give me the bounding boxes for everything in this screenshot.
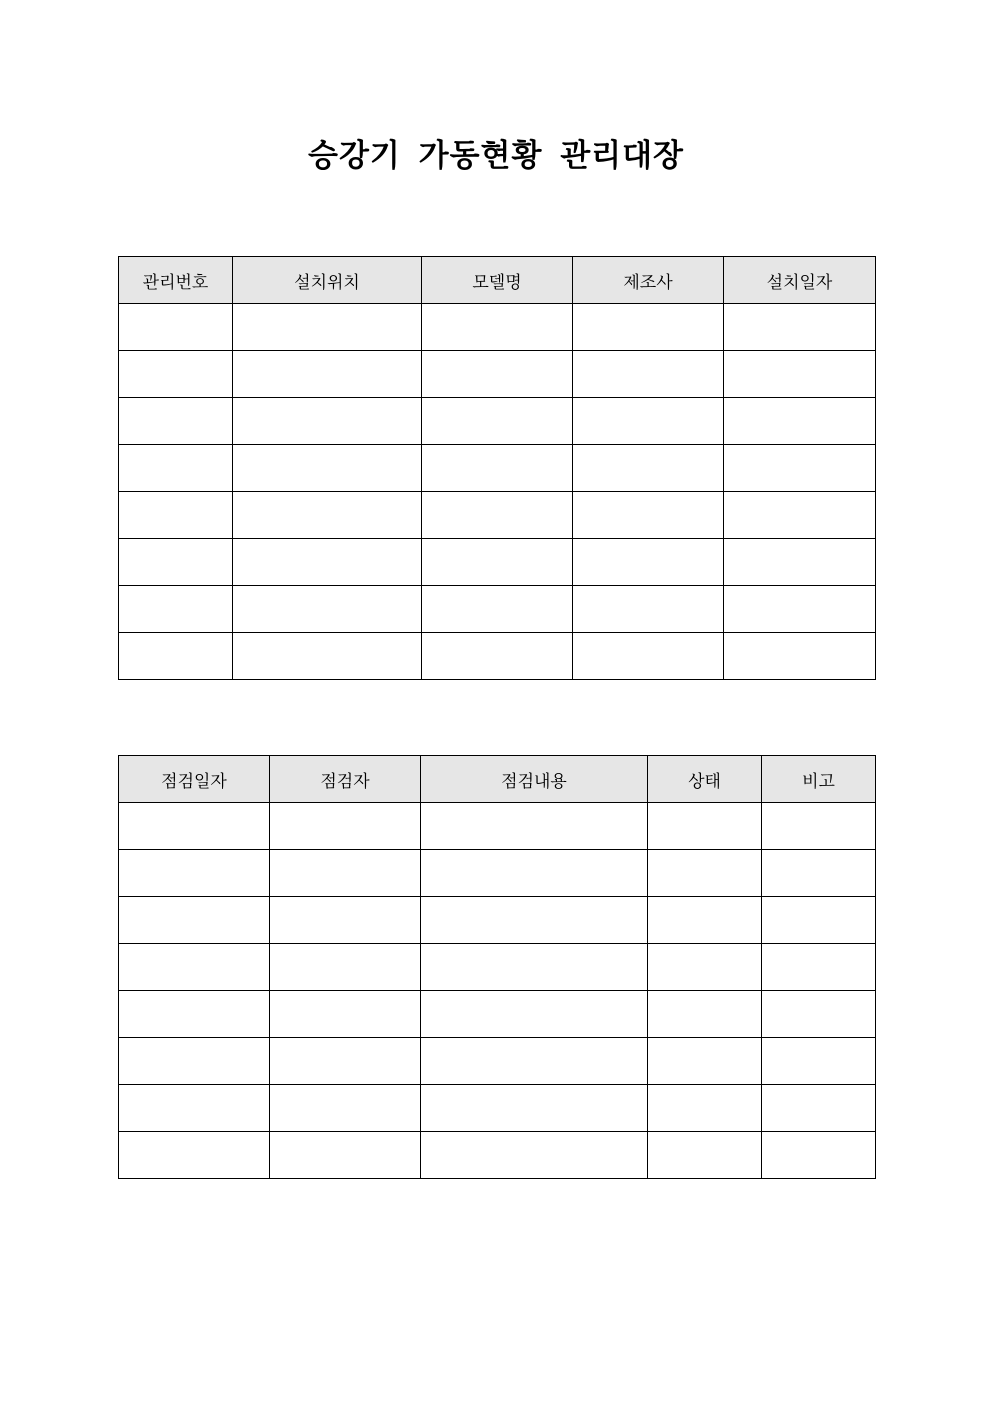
- header-install-date: 설치일자: [724, 257, 876, 304]
- table-cell[interactable]: [119, 633, 233, 680]
- table-cell[interactable]: [762, 944, 876, 991]
- table-row: [119, 304, 876, 351]
- table-cell[interactable]: [270, 1038, 421, 1085]
- table-cell[interactable]: [724, 633, 876, 680]
- table-cell[interactable]: [233, 492, 422, 539]
- header-inspection-date: 점검일자: [119, 756, 270, 803]
- table-cell[interactable]: [270, 803, 421, 850]
- table-cell[interactable]: [648, 1085, 762, 1132]
- table-cell[interactable]: [422, 351, 573, 398]
- table-cell[interactable]: [270, 1085, 421, 1132]
- table-cell[interactable]: [724, 304, 876, 351]
- table-cell[interactable]: [724, 351, 876, 398]
- table-cell[interactable]: [573, 304, 724, 351]
- table-cell[interactable]: [233, 445, 422, 492]
- document-title: 승강기 가동현황 관리대장: [308, 138, 684, 174]
- table-cell[interactable]: [119, 539, 233, 586]
- table-cell[interactable]: [421, 803, 648, 850]
- table-row: [119, 1085, 876, 1132]
- table-row: [119, 539, 876, 586]
- table-row: [119, 1038, 876, 1085]
- table-cell[interactable]: [422, 539, 573, 586]
- table-cell[interactable]: [422, 586, 573, 633]
- table-cell[interactable]: [573, 351, 724, 398]
- table-cell[interactable]: [421, 944, 648, 991]
- table-cell[interactable]: [573, 633, 724, 680]
- table-row: [119, 351, 876, 398]
- table-cell[interactable]: [648, 897, 762, 944]
- table-cell[interactable]: [762, 1132, 876, 1179]
- table-cell[interactable]: [648, 803, 762, 850]
- table-cell[interactable]: [421, 1085, 648, 1132]
- equipment-header-row: [119, 257, 876, 304]
- header-install-location: 설치위치: [233, 257, 422, 304]
- header-inspection-details: 점검내용: [421, 756, 648, 803]
- table-cell[interactable]: [648, 850, 762, 897]
- table-cell[interactable]: [648, 1038, 762, 1085]
- table-cell[interactable]: [421, 850, 648, 897]
- table-cell[interactable]: [421, 1132, 648, 1179]
- table-cell[interactable]: [762, 850, 876, 897]
- table-cell[interactable]: [233, 586, 422, 633]
- table-cell[interactable]: [724, 539, 876, 586]
- header-manufacturer: 제조사: [573, 257, 724, 304]
- header-remarks: 비고: [762, 756, 876, 803]
- table-cell[interactable]: [233, 398, 422, 445]
- table-cell[interactable]: [119, 1085, 270, 1132]
- table-cell[interactable]: [762, 1085, 876, 1132]
- table-cell[interactable]: [270, 944, 421, 991]
- header-status: 상태: [648, 756, 762, 803]
- equipment-table-body: [119, 304, 876, 680]
- table-row: [119, 586, 876, 633]
- table-cell[interactable]: [724, 398, 876, 445]
- table-row: [119, 803, 876, 850]
- equipment-table: [118, 256, 876, 680]
- table-cell[interactable]: [724, 586, 876, 633]
- table-cell[interactable]: [270, 850, 421, 897]
- table-cell[interactable]: [119, 445, 233, 492]
- table-cell[interactable]: [648, 1132, 762, 1179]
- inspection-table-body: [119, 803, 876, 1179]
- table-cell[interactable]: [573, 586, 724, 633]
- table-cell[interactable]: [270, 897, 421, 944]
- header-inspector: 점검자: [270, 756, 421, 803]
- table-cell[interactable]: [233, 304, 422, 351]
- table-cell[interactable]: [762, 991, 876, 1038]
- table-cell[interactable]: [724, 445, 876, 492]
- table-cell[interactable]: [119, 492, 233, 539]
- table-cell[interactable]: [422, 398, 573, 445]
- table-cell[interactable]: [233, 539, 422, 586]
- table-cell[interactable]: [119, 944, 270, 991]
- table-cell[interactable]: [119, 398, 233, 445]
- table-row: [119, 492, 876, 539]
- table-cell[interactable]: [270, 991, 421, 1038]
- table-cell[interactable]: [422, 304, 573, 351]
- table-cell[interactable]: [573, 539, 724, 586]
- table-cell[interactable]: [119, 351, 233, 398]
- table-cell[interactable]: [573, 492, 724, 539]
- table-row: [119, 398, 876, 445]
- table-cell[interactable]: [724, 492, 876, 539]
- table-cell[interactable]: [119, 1038, 270, 1085]
- table-cell[interactable]: [233, 351, 422, 398]
- inspection-table: [118, 755, 876, 1179]
- table-row: [119, 897, 876, 944]
- header-model-name: 모델명: [422, 257, 573, 304]
- table-cell[interactable]: [762, 1038, 876, 1085]
- table-cell[interactable]: [119, 991, 270, 1038]
- table-cell[interactable]: [233, 633, 422, 680]
- table-cell[interactable]: [119, 1132, 270, 1179]
- table-cell[interactable]: [648, 991, 762, 1038]
- table-row: [119, 991, 876, 1038]
- table-cell[interactable]: [421, 991, 648, 1038]
- table-cell[interactable]: [762, 803, 876, 850]
- table-cell[interactable]: [573, 445, 724, 492]
- table-cell[interactable]: [119, 586, 233, 633]
- table-row: [119, 944, 876, 991]
- table-row: [119, 1132, 876, 1179]
- header-management-number: 관리번호: [119, 257, 233, 304]
- table-cell[interactable]: [119, 850, 270, 897]
- table-cell[interactable]: [119, 803, 270, 850]
- table-cell[interactable]: [270, 1132, 421, 1179]
- table-cell[interactable]: [119, 897, 270, 944]
- table-cell[interactable]: [422, 633, 573, 680]
- table-cell[interactable]: [422, 445, 573, 492]
- table-row: [119, 445, 876, 492]
- inspection-header-row: [119, 756, 876, 803]
- table-cell[interactable]: [648, 944, 762, 991]
- table-cell[interactable]: [421, 897, 648, 944]
- table-cell[interactable]: [762, 897, 876, 944]
- table-cell[interactable]: [119, 304, 233, 351]
- table-cell[interactable]: [421, 1038, 648, 1085]
- table-cell[interactable]: [573, 398, 724, 445]
- table-row: [119, 633, 876, 680]
- table-cell[interactable]: [422, 492, 573, 539]
- table-row: [119, 850, 876, 897]
